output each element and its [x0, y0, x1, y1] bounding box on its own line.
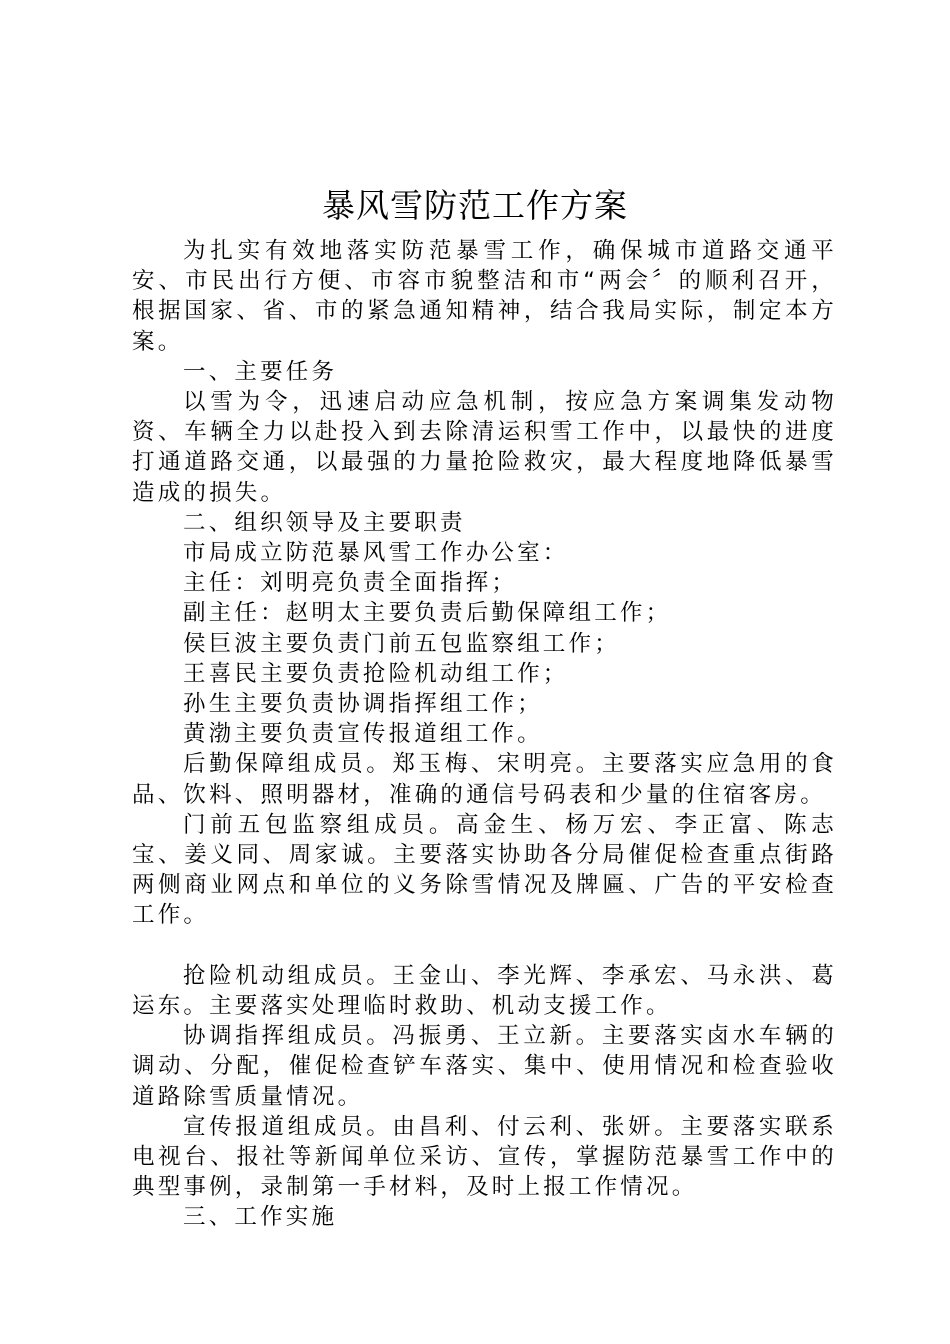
paragraph-coordination-lead: 孙生主要负责协调指挥组工作； [183, 691, 543, 718]
paragraph-rescue-group: 抢险机动组成员。王金山、李光辉、李承宏、马永洪、葛运东。主要落实处理临时救助、机动支援工作。 [132, 962, 837, 1020]
paragraph-office: 市局成立防范暴风雪工作办公室： [183, 540, 569, 567]
paragraph-coordination-group: 协调指挥组成员。冯振勇、王立新。主要落实卤水车辆的调动、分配，催促检查铲车落实、集中、使用情况和检查验收道路除雪质量情况。 [132, 1023, 837, 1110]
paragraph-director: 主任：刘明亮负责全面指挥； [183, 570, 518, 597]
paragraph-main-tasks: 以雪为令，迅速启动应急机制，按应急方案调集发动物资、车辆全力以赴投入到去除清运积雪工作中，以最快的进度打通道路交通，以最强的力量抢险救灾，最大程度地降低暴雪造成的损失。 [132, 389, 837, 506]
paragraph-publicity-lead: 黄渤主要负责宣传报道组工作。 [183, 721, 543, 748]
paragraph-publicity-group: 宣传报道组成员。由昌利、付云利、张妍。主要落实联系电视台、报社等新闻单位采访、宣传，掌握防范暴雪工作中的典型事例，录制第一手材料，及时上报工作情况。 [132, 1113, 837, 1201]
paragraph-supervision-group: 门前五包监察组成员。高金生、杨万宏、李正富、陈志宝、姜义同、周家诚。主要落实协助各分局催促检查重点街路两侧商业网点和单位的义务除雪情况及牌匾、广告的平安检查工作。 [132, 811, 837, 929]
paragraph-rescue-lead: 王喜民主要负责抢险机动组工作； [183, 660, 569, 687]
document-title: 暴风雪防范工作方案 [322, 186, 628, 225]
blank-line [132, 931, 837, 961]
document-body [132, 236, 837, 1233]
paragraph-deputy-director: 副主任：赵明太主要负责后勤保障组工作； [183, 600, 672, 627]
paragraph-intro: 为扎实有效地落实防范暴雪工作，确保城市道路交通平安、市民出行方便、市容市貌整洁和市“两会〞的顺利召开，根据国家、省、市的紧急通知精神，结合我局实际，制定本方案。 [132, 238, 837, 355]
section-heading-organization: 二、组织领导及主要职责 [183, 509, 466, 536]
paragraph-logistics-group: 后勤保障组成员。郑玉梅、宋明亮。主要落实应急用的食品、饮料、照明器材，准确的通信号码表和少量的住宿客房。 [132, 751, 837, 808]
paragraph-supervision-lead: 侯巨波主要负责门前五包监察组工作； [183, 630, 620, 657]
section-heading-main-tasks: 一、主要任务 [183, 358, 338, 385]
section-heading-implementation: 三、工作实施 [183, 1204, 338, 1231]
